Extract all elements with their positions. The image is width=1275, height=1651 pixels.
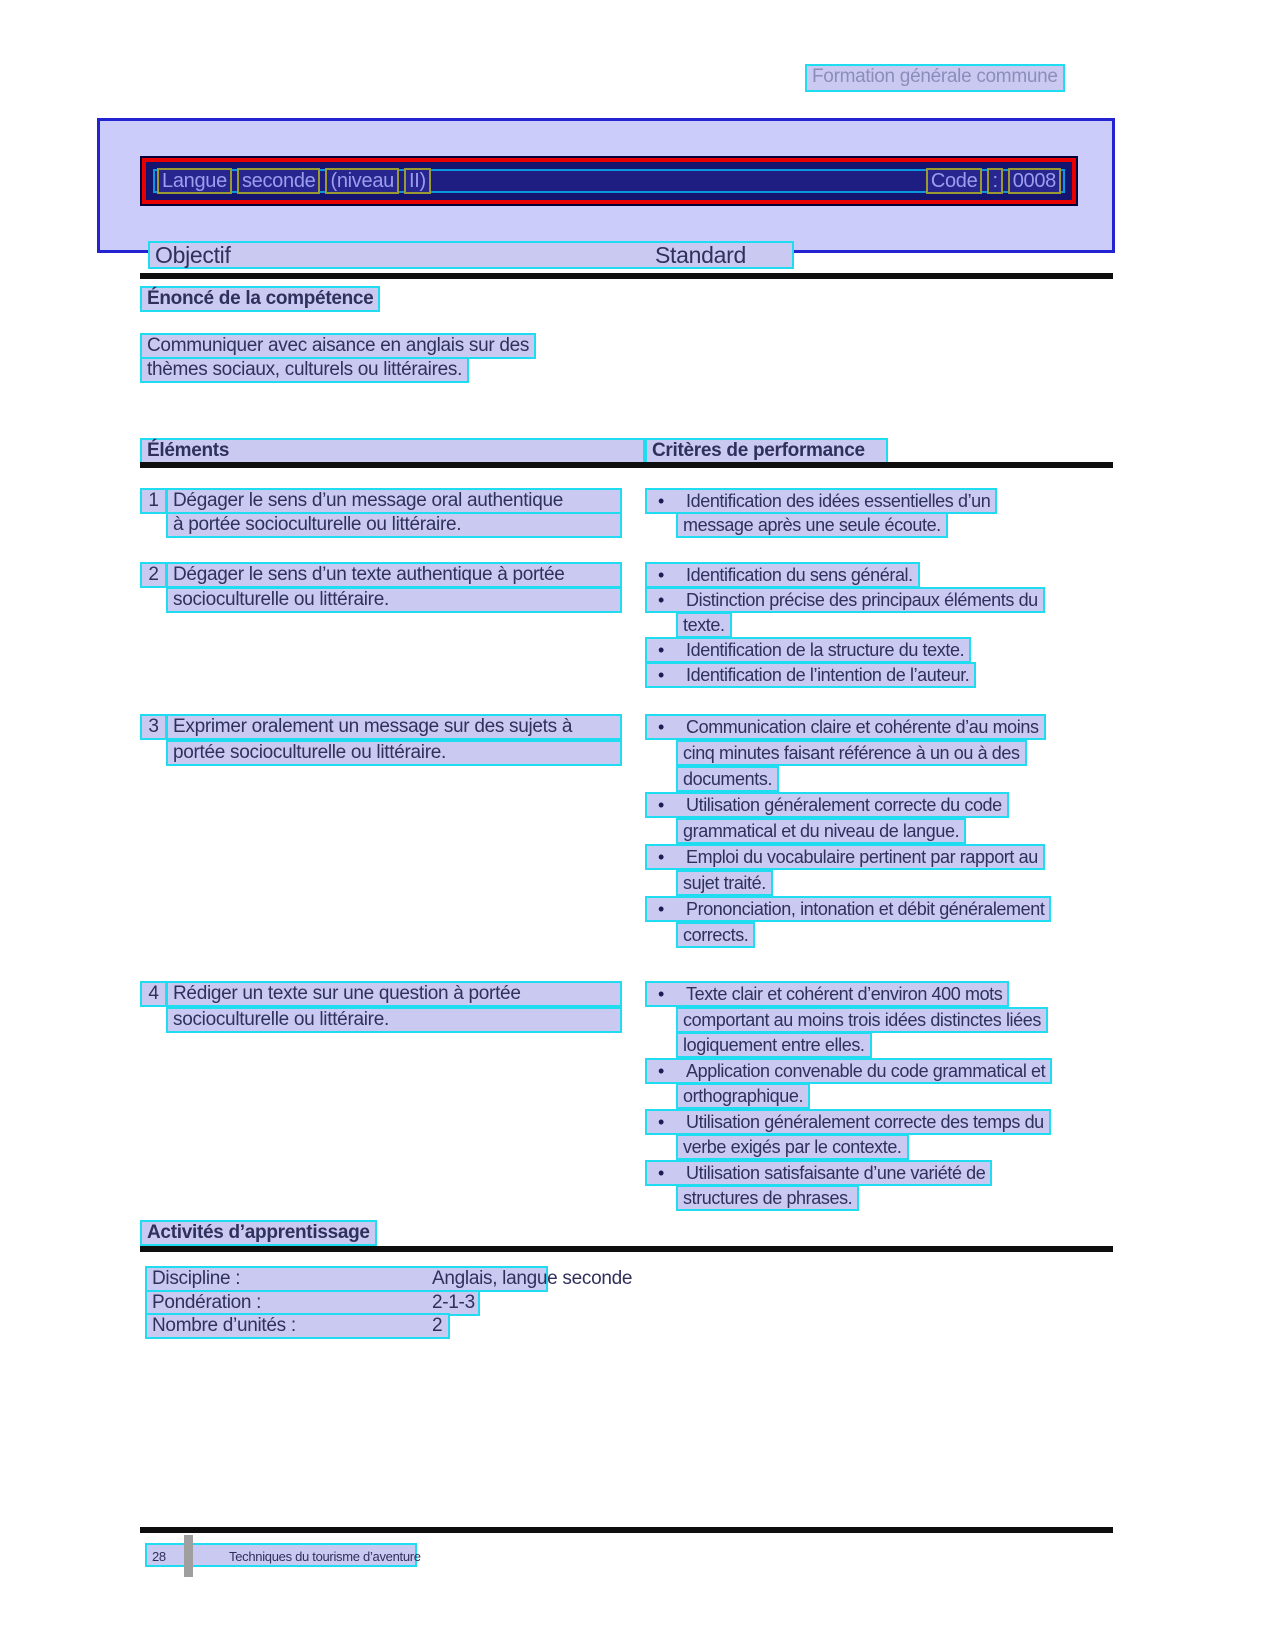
criterion-line	[645, 1109, 1051, 1135]
bullet-icon: •	[658, 665, 664, 685]
criterion-line: sujet traité.	[676, 870, 773, 896]
criterion-line	[645, 637, 971, 663]
criterion-text: Distinction précise des principaux éléments du	[686, 590, 1038, 610]
element-line: Exprimer oralement un message sur des sujets à	[166, 714, 622, 740]
divider-rule	[140, 462, 1113, 468]
info-value: 2-1-3	[432, 1292, 475, 1313]
criterion-line	[645, 981, 1009, 1007]
criterion-line: documents.	[676, 766, 779, 792]
criterion-line	[645, 896, 1051, 922]
competence-line: thèmes sociaux, culturels ou littéraires.	[140, 357, 469, 383]
course-banner	[142, 158, 1076, 204]
info-label: Pondération :	[152, 1292, 262, 1313]
criterion-line	[645, 714, 1046, 740]
criterion-text: Identification du sens général.	[686, 565, 913, 585]
banner-course-code	[926, 168, 1061, 194]
element-number: 3	[140, 714, 167, 740]
banner-word: II)	[404, 168, 431, 194]
element-number: 2	[140, 562, 167, 588]
criterion-line: texte.	[676, 612, 732, 638]
bullet-icon: •	[658, 640, 664, 660]
course-header-box	[97, 118, 1115, 253]
objectif-header: Objectif	[155, 242, 231, 268]
element-line: Rédiger un texte sur une question à portée	[166, 981, 622, 1007]
criterion-line: message après une seule écoute.	[676, 512, 948, 538]
bullet-icon: •	[658, 1112, 664, 1132]
info-value: Anglais, langue seconde	[432, 1268, 633, 1289]
criterion-line: verbe exigés par le contexte.	[676, 1134, 909, 1160]
bullet-icon: •	[658, 491, 664, 511]
banner-word: (niveau	[325, 168, 399, 194]
criterion-text: Texte clair et cohérent d’environ 400 mots	[686, 984, 1003, 1004]
criterion-line	[645, 1058, 1052, 1084]
program-name: Techniques du tourisme d’aventure	[229, 1549, 421, 1564]
divider-rule	[140, 1246, 1113, 1252]
competence-line: Communiquer avec aisance en anglais sur des	[140, 333, 536, 359]
criterion-line: corrects.	[676, 922, 755, 948]
criterion-line	[645, 792, 1009, 818]
element-number: 4	[140, 981, 167, 1007]
criterion-line: cinq minutes faisant référence à un ou à des	[676, 740, 1027, 766]
footer-separator-bar	[184, 1535, 193, 1577]
bullet-icon: •	[658, 984, 664, 1004]
criterion-text: Application convenable du code grammatical et	[686, 1061, 1046, 1081]
banner-course-title	[157, 168, 431, 194]
info-label: Nombre d’unités :	[152, 1315, 296, 1336]
banner-word: Code	[926, 168, 983, 194]
criterion-text: Identification de la structure du texte.	[686, 640, 965, 660]
element-line: socioculturelle ou littéraire.	[166, 587, 622, 613]
competence-heading: Énoncé de la compétence	[140, 286, 380, 312]
criterion-text: Communication claire et cohérente d’au moins	[686, 717, 1039, 737]
criterion-line	[645, 587, 1045, 613]
bullet-icon: •	[658, 847, 664, 867]
info-row-discipline	[145, 1266, 633, 1292]
info-value: 2	[432, 1315, 443, 1336]
criterion-text: Emploi du vocabulaire pertinent par rapport au	[686, 847, 1038, 867]
criterion-line: structures de phrases.	[676, 1185, 859, 1211]
info-row-unites	[145, 1313, 450, 1339]
element-line: Dégager le sens d’un texte authentique à portée	[166, 562, 622, 588]
divider-rule	[140, 273, 1113, 279]
footer-rule	[140, 1527, 1113, 1533]
bullet-icon: •	[658, 899, 664, 919]
bullet-icon: •	[658, 717, 664, 737]
bullet-icon: •	[658, 1061, 664, 1081]
banner-line-box	[153, 169, 1065, 193]
info-label: Discipline :	[152, 1268, 241, 1289]
banner-word: :	[987, 168, 1002, 194]
standard-header: Standard	[655, 242, 746, 268]
bullet-icon: •	[658, 565, 664, 585]
elements-header: Éléments	[140, 438, 645, 465]
criterion-line: logiquement entre elles.	[676, 1032, 872, 1058]
page-number: 28	[152, 1549, 166, 1564]
element-line: à portée socioculturelle ou littéraire.	[166, 512, 622, 538]
criterion-line: grammatical et du niveau de langue.	[676, 818, 966, 844]
banner-word: seconde	[237, 168, 321, 194]
page-category-label: Formation générale commune	[805, 64, 1065, 92]
criterion-text: Prononciation, intonation et débit généralement	[686, 899, 1045, 919]
element-line: portée socioculturelle ou littéraire.	[166, 740, 622, 766]
bullet-icon: •	[658, 795, 664, 815]
bullet-icon: •	[658, 1163, 664, 1183]
criterion-line	[645, 488, 997, 514]
element-number: 1	[140, 488, 167, 514]
column-headers-bar	[148, 241, 794, 269]
bullet-icon: •	[658, 590, 664, 610]
criterion-line	[645, 662, 976, 688]
criterion-text: Identification de l’intention de l’auteur.	[686, 665, 970, 685]
criterion-line: orthographique.	[676, 1083, 810, 1109]
criterion-text: Identification des idées essentielles d’un	[686, 491, 991, 511]
element-line: Dégager le sens d’un message oral authentique	[166, 488, 622, 514]
element-line: socioculturelle ou littéraire.	[166, 1007, 622, 1033]
activities-heading: Activités d’apprentissage	[140, 1220, 377, 1246]
criterion-text: Utilisation généralement correcte du code	[686, 795, 1002, 815]
criterion-line: comportant au moins trois idées distinctes liées	[676, 1007, 1048, 1033]
criterion-line	[645, 1160, 992, 1186]
banner-word: Langue	[157, 168, 232, 194]
criterion-text: Utilisation généralement correcte des temps du	[686, 1112, 1044, 1132]
criterion-line	[645, 562, 920, 588]
criteria-header: Critères de performance	[645, 438, 888, 465]
banner-word: 0008	[1008, 168, 1061, 194]
criterion-line	[645, 844, 1045, 870]
criterion-text: Utilisation satisfaisante d’une variété de	[686, 1163, 986, 1183]
